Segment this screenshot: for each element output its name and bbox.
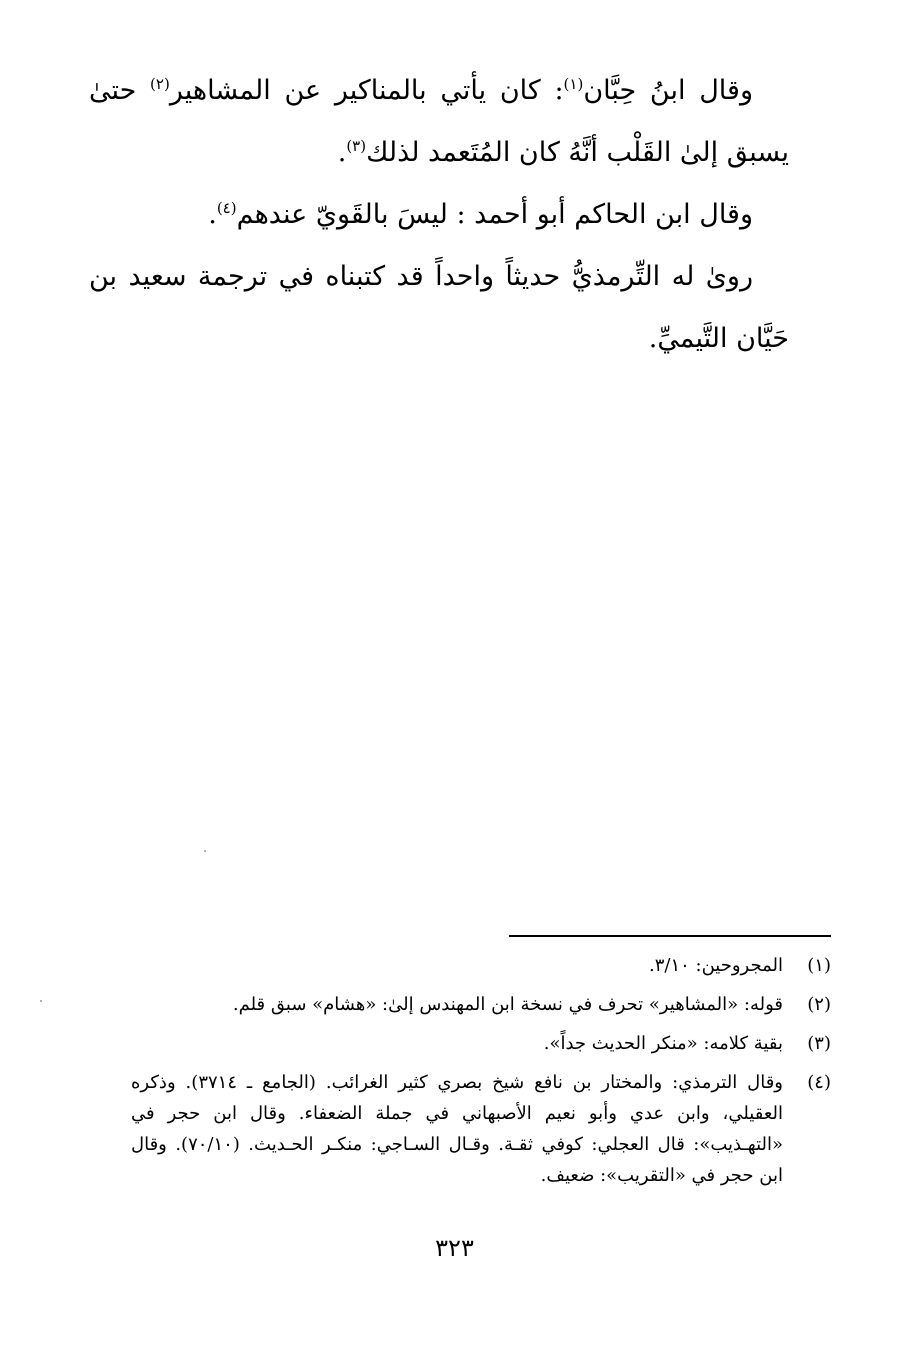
footnote-item: [131, 989, 831, 1020]
footnote-text: بقية كلامه: «منكر الحديث جداً».: [543, 1033, 783, 1054]
paragraph-ibn-hibban: [89, 60, 789, 184]
main-text: [89, 60, 789, 370]
paragraph-text: : كان يأتي بالمناكير عن المشاهير: [169, 75, 564, 106]
scan-speck: [204, 850, 206, 852]
footnote-ref-3[interactable]: (٣): [346, 137, 367, 155]
footnote-divider: [509, 935, 831, 937]
paragraph-text: روىٰ له التِّرمذيُّ حديثاً واحداً قد كتبناه في ترجمة سعيد بن حَيَّان التَّيميِّ.: [89, 261, 789, 354]
footnote-item: [131, 1028, 831, 1059]
paragraph-text: حتىٰ يسبق إلىٰ القَلْب أنَّهُ كان المُتَعمد لذلك: [89, 75, 789, 168]
paragraph-text: .: [337, 137, 347, 168]
footnote-item: [131, 950, 831, 981]
footnote-number: (٤): [807, 1072, 831, 1093]
footnote-number: (٣): [807, 1033, 831, 1054]
footnote-item: [131, 1067, 831, 1191]
paragraph-text: وقال ابن الحاكم أبو أحمد : ليسَ بالقَويّ عندهم: [236, 199, 753, 230]
scan-speck: [40, 1000, 42, 1002]
footnote-ref-4[interactable]: (٤): [216, 199, 237, 217]
paragraph-text: .: [208, 199, 217, 230]
footnote-ref-2[interactable]: (٢): [150, 75, 170, 93]
footnote-text: المجروحين: ٣/١٠.: [649, 955, 783, 976]
paragraph-text: وقال ابنُ حِبَّان: [583, 75, 753, 106]
footnotes: [131, 950, 831, 1199]
page-number: ٣٢٣: [435, 1234, 474, 1262]
footnote-number: (١): [807, 955, 831, 976]
footnote-text: قوله: «المشاهير» تحرف في نسخة ابن المهندس إلىٰ: «هشام» سبق قلم.: [232, 994, 783, 1015]
footnote-ref-1[interactable]: (١): [563, 75, 584, 93]
paragraph-ibn-al-hakim: [89, 184, 789, 246]
footnote-text: وقال الترمذي: والمختار بن نافع شيخ بصري كثير الغرائب. (الجامع ـ ٣٧١٤). وذكره العقيلي، وابن عدي وأبو نعيم الأصبهاني في جملة الضعفاء. وقال ابن حجر في «التهـذيب»: قال العجلي: كوفي ثقـة. وقـال السـاجي: منكـر الحـديث. (٧٠/١٠). وقال ابن حجر في «التقريب»: ضعيف.: [131, 1072, 784, 1186]
paragraph-tirmidhi: [89, 246, 789, 370]
footnote-number: (٢): [807, 994, 831, 1015]
